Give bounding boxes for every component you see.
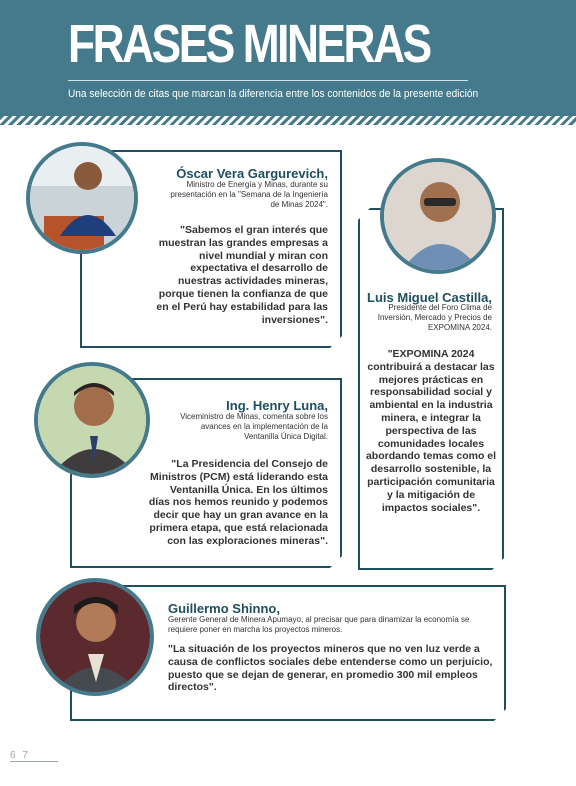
speaker-role-castilla: Presidente del Foro Clima de Inversión, Mercado y Precios de EXPOMINA 2024. xyxy=(377,303,492,332)
speaker-role-luna: Viceministro de Minas, comenta sobre los avances en la implementación de la Ventanilla Única Digital. xyxy=(180,412,328,441)
speaker-role-shinno: Gerente General de Minera Apumayo, al precisar que para dinamizar la economía se requiere poner en marcha los proyectos mineros. xyxy=(168,615,470,634)
title-divider xyxy=(68,80,468,81)
speaker-name-vera: Óscar Vera Gargurevich, xyxy=(176,166,328,181)
portrait-photo-vera xyxy=(26,142,138,254)
quote-text-vera: "Sabemos el gran interés que muestran las grandes empresas a nivel mundial y miran con expectativa el desarrollo de nuestras actividades mineras, porque tienen la confianza de que en el Perú hay estabilidad para las inversiones". xyxy=(156,224,328,326)
header-banner xyxy=(0,0,576,116)
decorative-stripe xyxy=(0,116,576,125)
portrait-photo-castilla xyxy=(380,158,496,274)
quote-text-shinno: "La situación de los proyectos mineros que no ven luz verde a causa de conflictos sociales debe entenderse como un perjuicio, puesto que se dejan de generar, en promedio 300 mil empleos directos". xyxy=(168,643,493,694)
footer-divider xyxy=(10,761,58,762)
quote-text-luna: "La Presidencia del Consejo de Ministros (PCM) está liderando esta Ventanilla Única. En los últimos días nos hemos reunido y podemos decir que hay un gran avance en la primera etapa, que está relacionada con las exploraciones mineras". xyxy=(148,458,328,547)
portrait-photo-luna xyxy=(34,362,150,478)
speaker-name-luna: Ing. Henry Luna, xyxy=(226,398,328,413)
page-number: 6 7 xyxy=(10,750,30,761)
page-title: FRASES MINERAS xyxy=(68,14,430,74)
speaker-name-shinno: Guillermo Shinno, xyxy=(168,601,280,616)
portrait-photo-shinno xyxy=(36,578,154,696)
page-subtitle: Una selección de citas que marcan la diferencia entre los contenidos de la presente edición xyxy=(68,88,479,100)
speaker-name-castilla: Luis Miguel Castilla, xyxy=(367,290,492,305)
quote-text-castilla: "EXPOMINA 2024 contribuirá a destacar las mejores prácticas en responsabilidad social y ambiental en la industria minera, e integrar la perspectiva de las comunidades locales abordando temas como el desarrollo sostenible, la participación comunitaria y la mitigación de impactos sociales". xyxy=(365,348,497,514)
speaker-role-vera: Ministro de Energía y Minas, durante su presentación en la "Semana de la Ingeniería de Minas 2024". xyxy=(170,180,328,209)
